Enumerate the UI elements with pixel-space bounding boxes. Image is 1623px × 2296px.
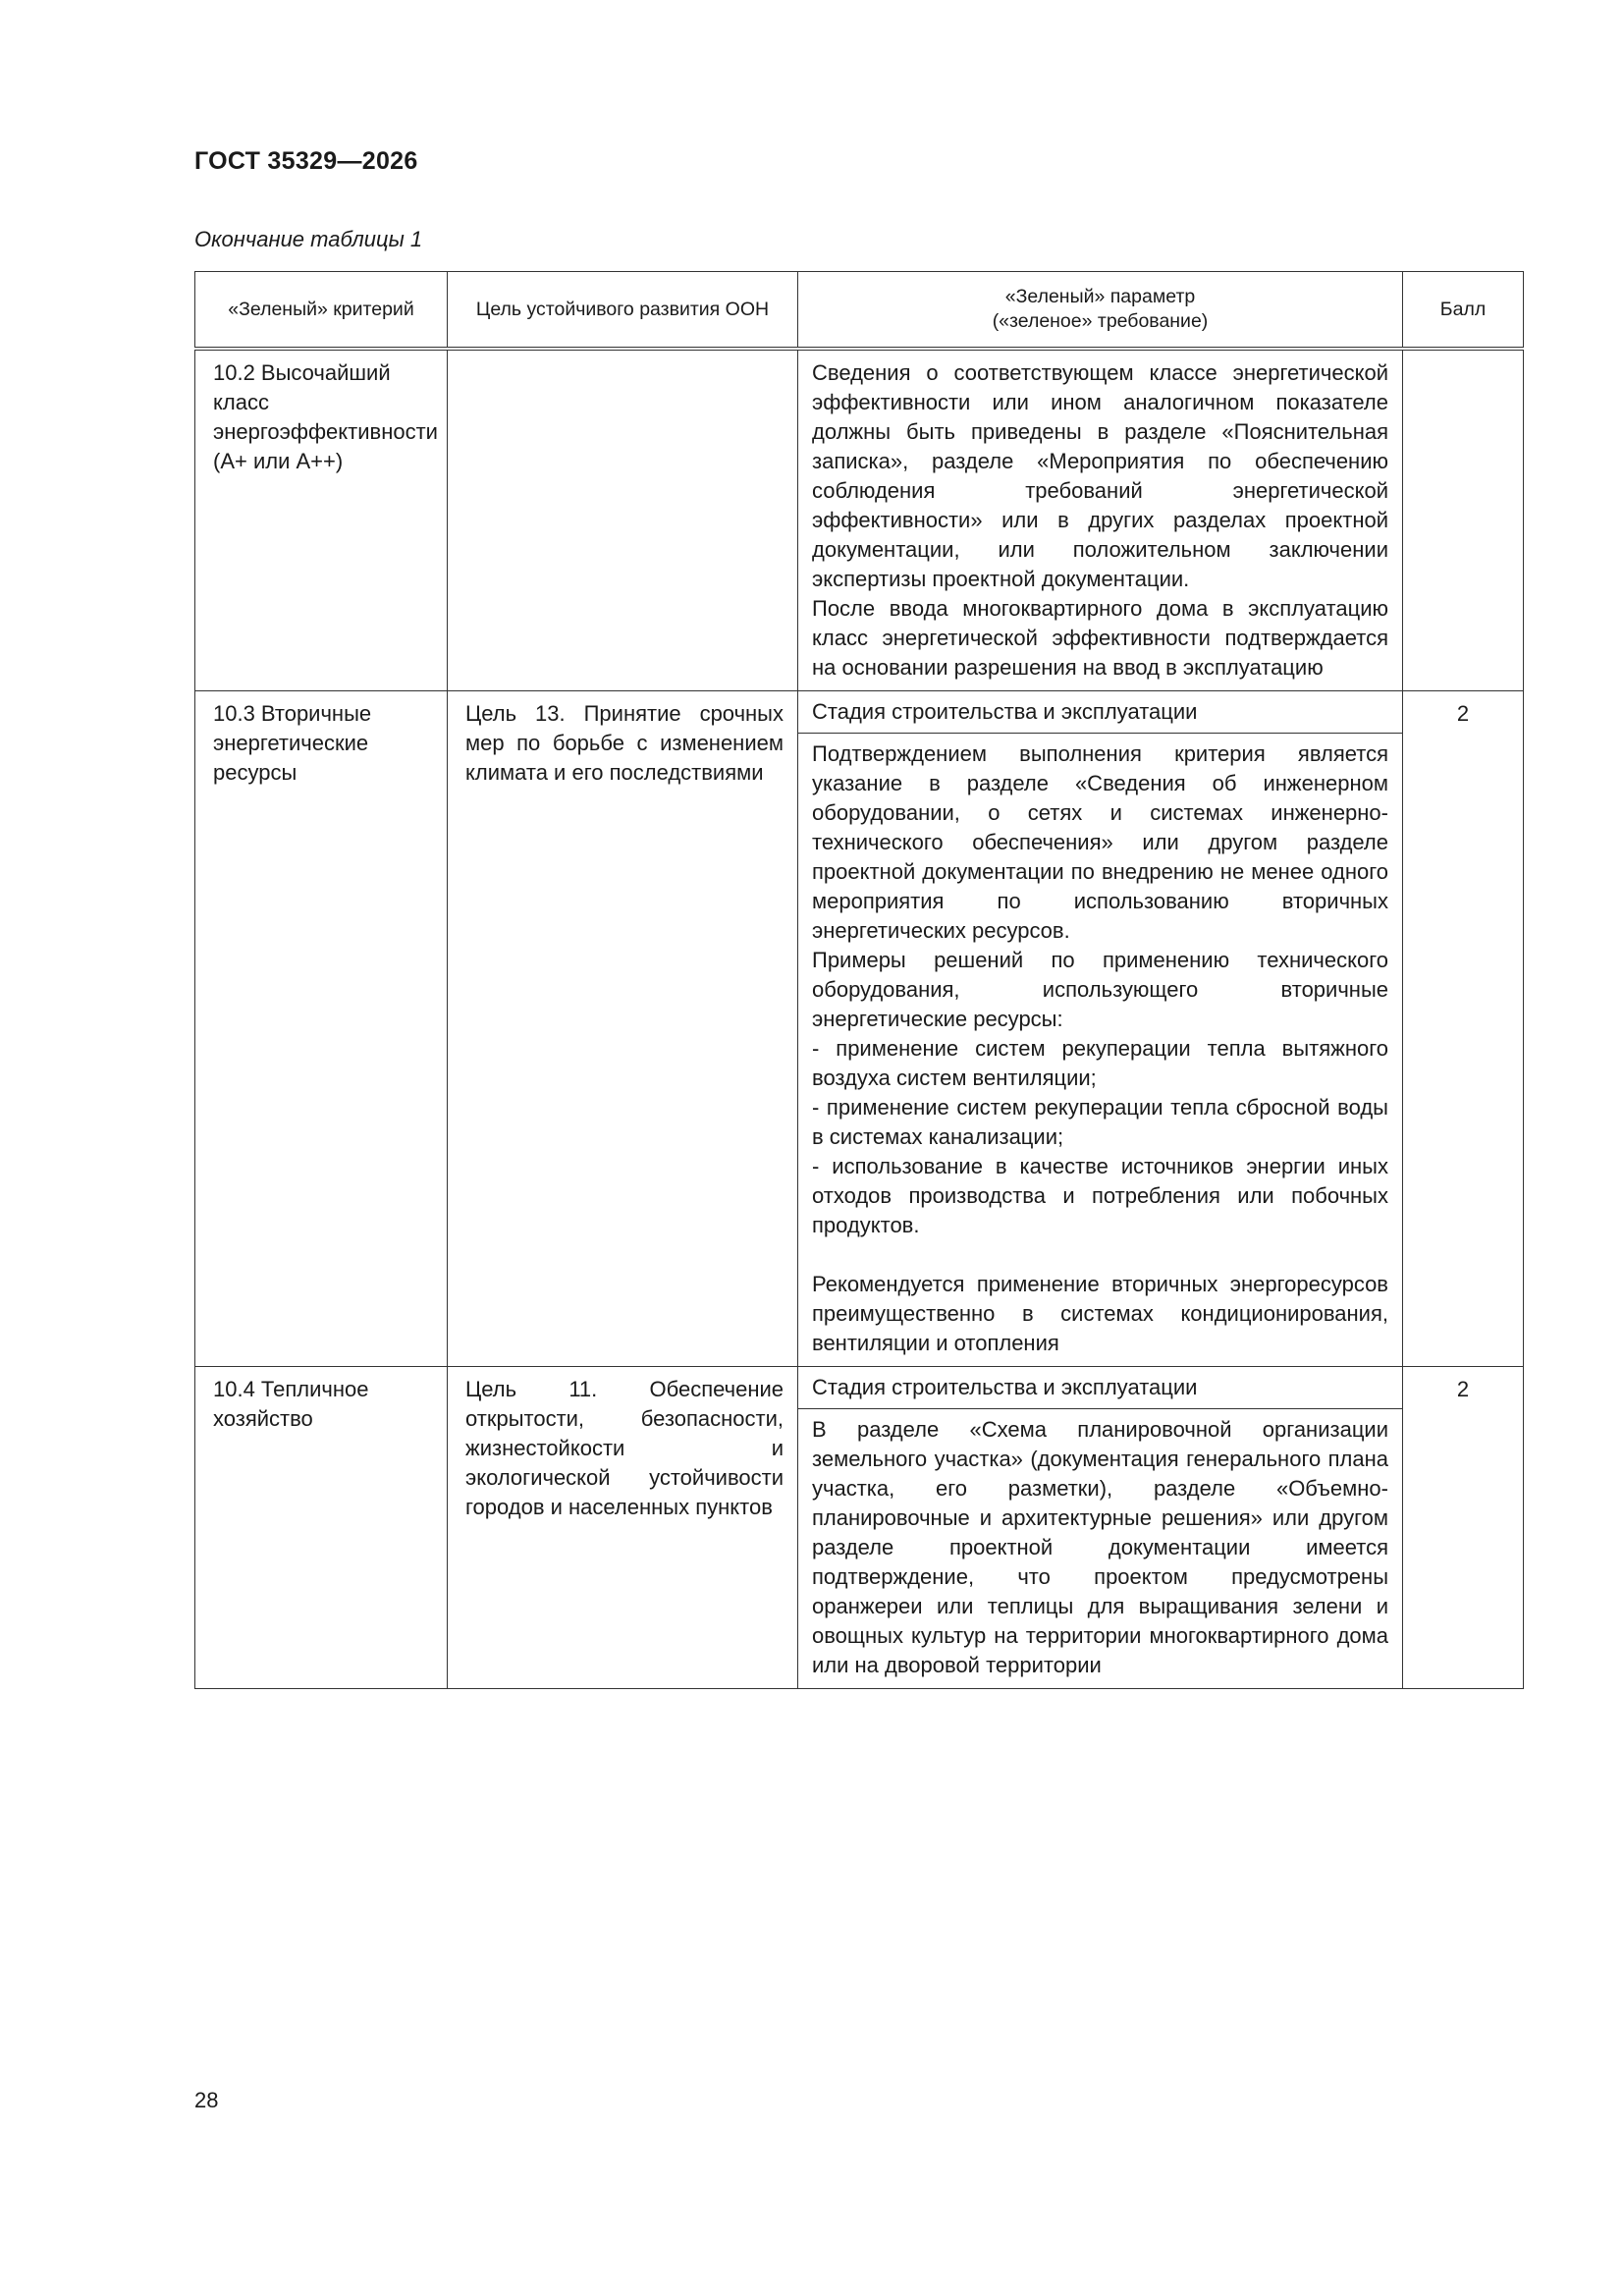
criterion-text: 10.3 Вторичные энергетические ресурсы <box>213 701 372 785</box>
requirement-recommendation: Рекомендуется применение вторичных энергоресурсов преимущественно в системах кондиционирования, вентиляции и отопления <box>812 1272 1388 1355</box>
criterion-cell <box>195 1367 448 1689</box>
requirement-paragraph: - применение систем рекуперации тепла вытяжного воздуха систем вентиляции; <box>812 1036 1388 1090</box>
goal-cell <box>448 691 798 1367</box>
requirement-paragraph: Примеры решений по применению технического оборудования, использующего вторичные энергетические ресурсы: <box>812 948 1388 1031</box>
criterion-cell <box>195 349 448 691</box>
requirement-cell <box>798 1367 1403 1689</box>
table-row <box>195 1367 1524 1689</box>
criterion-text: 10.2 Высочайший класс энергоэффективности (А+ или А++) <box>213 360 438 473</box>
score-value: 2 <box>1456 1377 1470 1401</box>
score-cell <box>1403 691 1524 1367</box>
criterion-cell <box>195 691 448 1367</box>
stage-label: Стадия строительства и эксплуатации <box>798 691 1402 734</box>
requirement-paragraph: - использование в качестве источников энергии иных отходов производства и потребления или побочных продуктов. <box>812 1154 1388 1237</box>
goal-text: Цель 11. Обеспечение открытости, безопасности, жизнестойкости и экологической устойчивости городов и населенных пунктов <box>465 1377 784 1519</box>
score-cell <box>1403 1367 1524 1689</box>
goal-text: Цель 13. Принятие срочных мер по борьбе с изменением климата и его последствиями <box>465 701 784 785</box>
goal-text <box>448 351 797 366</box>
score-cell <box>1403 349 1524 691</box>
goal-cell <box>448 1367 798 1689</box>
column-header-goal: Цель устойчивого развития ООН <box>448 272 798 350</box>
stage-label: Стадия строительства и эксплуатации <box>798 1367 1402 1409</box>
requirement-paragraph: - применение систем рекуперации тепла сбросной воды в системах канализации; <box>812 1095 1388 1149</box>
score-value <box>1403 351 1523 366</box>
column-header-score: Балл <box>1403 272 1524 350</box>
document-header: ГОСТ 35329—2026 <box>194 147 418 175</box>
page-number: 28 <box>194 2088 219 2112</box>
criterion-text: 10.4 Тепличное хозяйство <box>213 1377 369 1431</box>
requirement-paragraph: После ввода многоквартирного дома в эксплуатацию класс энергетической эффективности подтверждается на основании разрешения на ввод в эксплуатацию <box>812 596 1388 680</box>
column-header-parameter: «Зеленый» параметр («зеленое» требование) <box>798 272 1403 350</box>
requirements-table <box>194 271 1524 1689</box>
table-row <box>195 691 1524 1367</box>
requirement-paragraph: Сведения о соответствующем классе энергетической эффективности или ином аналогичном показателе должны быть приведены в разделе «Пояснительная записка», разделе «Мероприятия по обеспечению соблюдения требований энергетической эффективности» или в других разделах проектной документации, или положительном заключении экспертизы проектной документации. <box>812 360 1388 591</box>
table-row <box>195 349 1524 691</box>
requirement-cell <box>798 349 1403 691</box>
table-caption: Окончание таблицы 1 <box>194 227 423 251</box>
column-header-criterion: «Зеленый» критерий <box>195 272 448 350</box>
goal-cell <box>448 349 798 691</box>
score-value: 2 <box>1456 701 1470 726</box>
requirement-cell <box>798 691 1403 1367</box>
requirement-paragraph: Подтверждением выполнения критерия является указание в разделе «Сведения об инженерном оборудовании, о сетях и системах инженерно-технического обеспечения» или другом разделе проектной документации по внедрению не менее одного мероприятия по использованию вторичных энергетических ресурсов. <box>812 741 1388 943</box>
requirement-paragraph: В разделе «Схема планировочной организации земельного участка» (документация генерального плана участка, его разметки), разделе «Объемно-планировочные и архитектурные решения» или другом разделе проектной документации имеется подтверждение, что проектом предусмотрены оранжереи или теплицы для выращивания зелени и овощных культур на территории многоквартирного дома или на дворовой территории <box>812 1417 1388 1677</box>
table-header-row <box>195 272 1524 350</box>
